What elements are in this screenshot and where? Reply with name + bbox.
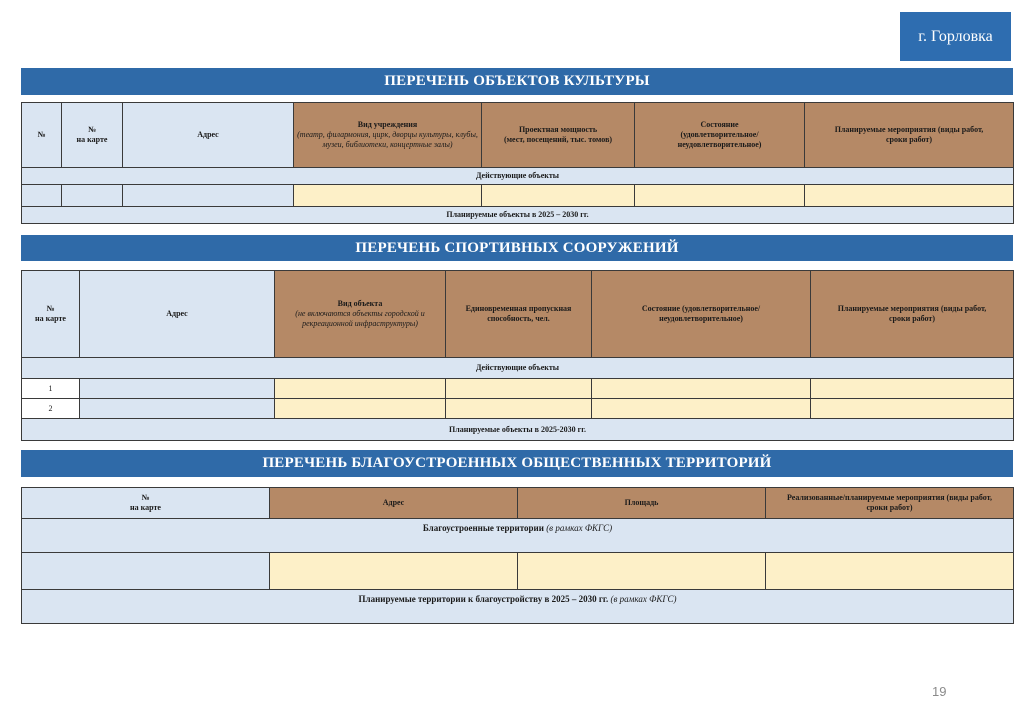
- sports-planned-label: Планируемые объекты в 2025-2030 гг.: [22, 419, 1014, 441]
- col-state-line1: Состояние (удовлетворительное/: [641, 304, 761, 313]
- col-state-line2: (удовлетворительное/: [680, 130, 759, 139]
- table-cell: [482, 185, 635, 207]
- city-badge: г. Горловка: [900, 12, 1011, 61]
- col-state-line3: неудовлетворительное): [677, 140, 762, 149]
- table-cell: [811, 379, 1014, 399]
- col-object-type: [275, 271, 446, 358]
- territories-planned-text: Планируемые территории к благоустройству в 2025 – 2030 гг.: [358, 594, 609, 604]
- table-cell: [635, 185, 805, 207]
- col-events: [766, 488, 1014, 519]
- row-number: 1: [22, 379, 80, 399]
- sports-section-title: ПЕРЕЧЕНЬ СПОРТИВНЫХ СООРУЖЕНИЙ: [21, 235, 1013, 261]
- culture-header-row: [22, 103, 1014, 168]
- col-number: №: [22, 103, 62, 168]
- table-cell: [294, 185, 482, 207]
- col-map-number: [22, 271, 80, 358]
- sports-table: [21, 270, 1014, 441]
- col-capacity-title: Проектная мощность: [518, 125, 598, 134]
- col-map-number-line1: №: [87, 125, 97, 134]
- table-row: [22, 399, 1014, 419]
- col-state: [635, 103, 805, 168]
- col-capacity-note: (мест, посещений, тыс. томов): [503, 135, 613, 144]
- col-address: Адрес: [270, 488, 518, 519]
- table-cell: [446, 399, 592, 419]
- col-capacity: Единовременная пропускная способность, чел.: [446, 271, 592, 358]
- col-map-number: [62, 103, 123, 168]
- table-row: [22, 553, 1014, 590]
- col-capacity: [482, 103, 635, 168]
- col-state: [592, 271, 811, 358]
- culture-table: [21, 102, 1014, 224]
- table-cell: [22, 553, 270, 590]
- col-address: Адрес: [123, 103, 294, 168]
- col-state-line2: неудовлетворительное): [659, 314, 743, 323]
- table-cell: [592, 399, 811, 419]
- col-area: Площадь: [518, 488, 766, 519]
- culture-planned-label: Планируемые объекты в 2025 – 2030 гг.: [22, 207, 1014, 224]
- territories-planned-note: (в рамках ФКГС): [610, 594, 677, 604]
- col-institution-type-title: Вид учреждения: [357, 120, 418, 129]
- table-cell: [275, 379, 446, 399]
- table-cell: [446, 379, 592, 399]
- territories-improved-label: [22, 519, 1014, 553]
- territories-improved-note: (в рамках ФКГС): [546, 523, 613, 533]
- col-events-line1: Реализованные/планируемые мероприятия (виды работ,: [786, 493, 992, 502]
- col-map-number-line2: на карте: [76, 135, 108, 144]
- col-state-line1: Состояние: [700, 120, 739, 129]
- territories-planned-label: [22, 590, 1014, 624]
- col-planned-events-line2: сроки работ): [885, 135, 933, 144]
- col-map-number-line1: №: [46, 304, 55, 313]
- col-planned-events: [811, 271, 1014, 358]
- territories-table: [21, 487, 1014, 624]
- table-cell: [80, 379, 275, 399]
- col-planned-events: [805, 103, 1014, 168]
- table-cell: [62, 185, 123, 207]
- col-planned-events-line1: Планируемые мероприятия (виды работ,: [837, 304, 987, 313]
- table-row: [22, 379, 1014, 399]
- culture-section-title: ПЕРЕЧЕНЬ ОБЪЕКТОВ КУЛЬТУРЫ: [21, 68, 1013, 95]
- territories-section-title: ПЕРЕЧЕНЬ БЛАГОУСТРОЕННЫХ ОБЩЕСТВЕННЫХ ТЕРРИТОРИЙ: [21, 450, 1013, 477]
- sports-header-row: [22, 271, 1014, 358]
- table-cell: [518, 553, 766, 590]
- table-cell: [123, 185, 294, 207]
- col-map-number: [22, 488, 270, 519]
- territories-improved-text: Благоустроенные территории: [422, 523, 544, 533]
- table-cell: [592, 379, 811, 399]
- col-planned-events-line1: Планируемые мероприятия (виды работ,: [834, 125, 984, 134]
- table-cell: [275, 399, 446, 419]
- table-row: [22, 185, 1014, 207]
- table-cell: [270, 553, 518, 590]
- col-address: Адрес: [80, 271, 275, 358]
- page-number: 19: [932, 684, 947, 699]
- table-cell: [805, 185, 1014, 207]
- col-planned-events-line2: сроки работ): [888, 314, 936, 323]
- col-map-number-line2: на карте: [35, 314, 66, 323]
- table-cell: [811, 399, 1014, 419]
- table-cell: [80, 399, 275, 419]
- col-institution-type-note: (театр, филармония, цирк, дворцы культуры, клубы, музеи, библиотеки, концертные залы): [297, 130, 478, 149]
- row-number: 2: [22, 399, 80, 419]
- territories-header-row: [22, 488, 1014, 519]
- col-map-number-line1: №: [141, 493, 150, 502]
- table-cell: [22, 185, 62, 207]
- culture-existing-label: Действующие объекты: [22, 168, 1014, 185]
- col-events-line2: сроки работ): [866, 503, 913, 512]
- col-object-type-note: (не включаются объекты городской и рекреационной инфраструктуры): [295, 309, 425, 328]
- col-institution-type: [294, 103, 482, 168]
- sports-existing-label: Действующие объекты: [22, 358, 1014, 379]
- table-cell: [766, 553, 1014, 590]
- col-map-number-line2: на карте: [130, 503, 161, 512]
- col-object-type-title: Вид объекта: [337, 299, 383, 308]
